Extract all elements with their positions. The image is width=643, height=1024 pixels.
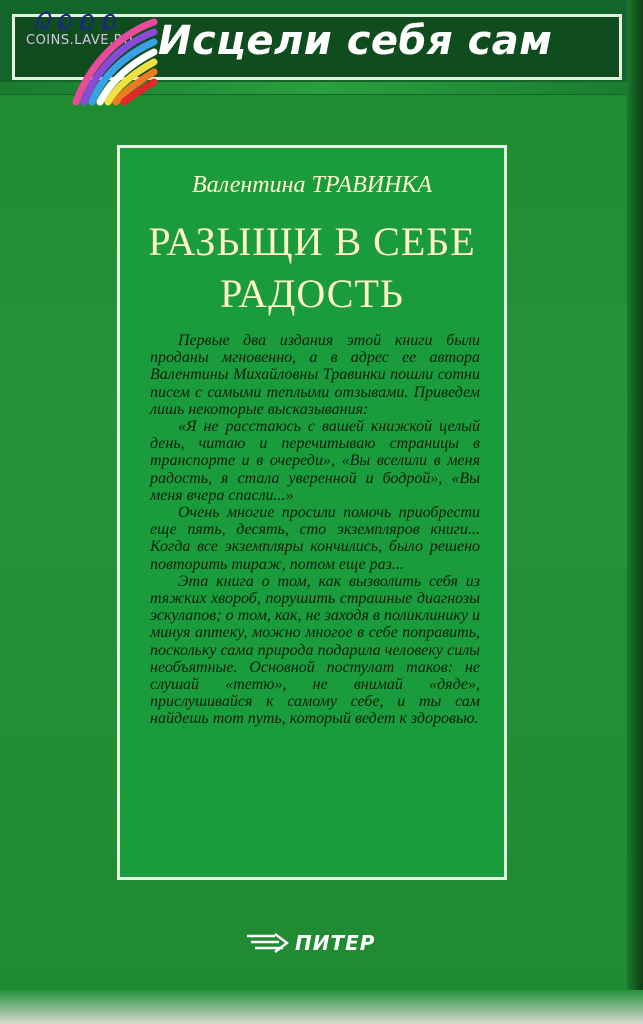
description-paragraph: «Я не расстаюсь с вашей книжкой целый день, читаю и перечитываю страницы в транспорте и в очереди», «Вы вселили в меня радость, я стала уверенной и бодрой», «Вы меня вчера спасли...»	[150, 418, 480, 504]
book-title	[120, 216, 504, 320]
cover-bottom-edge	[0, 990, 643, 1024]
publisher-mark	[245, 930, 375, 956]
piter-logo-icon	[245, 932, 289, 954]
description-paragraph: Эта книга о том, как вызволить себя из тяжких хвороб, порушить страшные диагнозы эскулапов; о том, как, не заходя в поликлинику и минуя аптеку, можно многое в себе поправить, поскольку сама природа подарила человеку силы необъятные. Основной постулат таков: не слушай «тетю», не внимай «дяде», прислушивайся к самому себе, и ты сам найдешь тот путь, который ведет к здоровью.	[150, 572, 480, 728]
book-title-line-2: РАДОСТЬ	[220, 271, 404, 316]
description-paragraph: Первые два издания этой книги были проданы мгновенно, а в адрес ее автора Валентины Михайловны Травинки пошли сотни писем с самыми теплыми отзывами. Приведем лишь некоторые высказывания:	[150, 332, 480, 418]
book-title-line-1: РАЗЫЩИ В СЕБЕ	[148, 219, 476, 264]
cover-spine-edge	[627, 0, 643, 1024]
watermark-text: COINS.LAVE.RU	[26, 33, 134, 48]
series-title: Исцели себя сам	[158, 18, 553, 64]
publisher-name: ПИТЕР	[295, 931, 376, 955]
description-paragraph: Очень многие просили помочь приобрести еще пять, десять, сто экземпляров книги... Когда все экземпляры кончились, было решено повторить тираж, потом еще раз...	[150, 504, 480, 573]
description-panel	[117, 145, 507, 880]
author-name: Валентина ТРАВИНКА	[192, 172, 432, 198]
rainbow-logo-icon	[70, 14, 160, 106]
description-text	[150, 332, 480, 728]
